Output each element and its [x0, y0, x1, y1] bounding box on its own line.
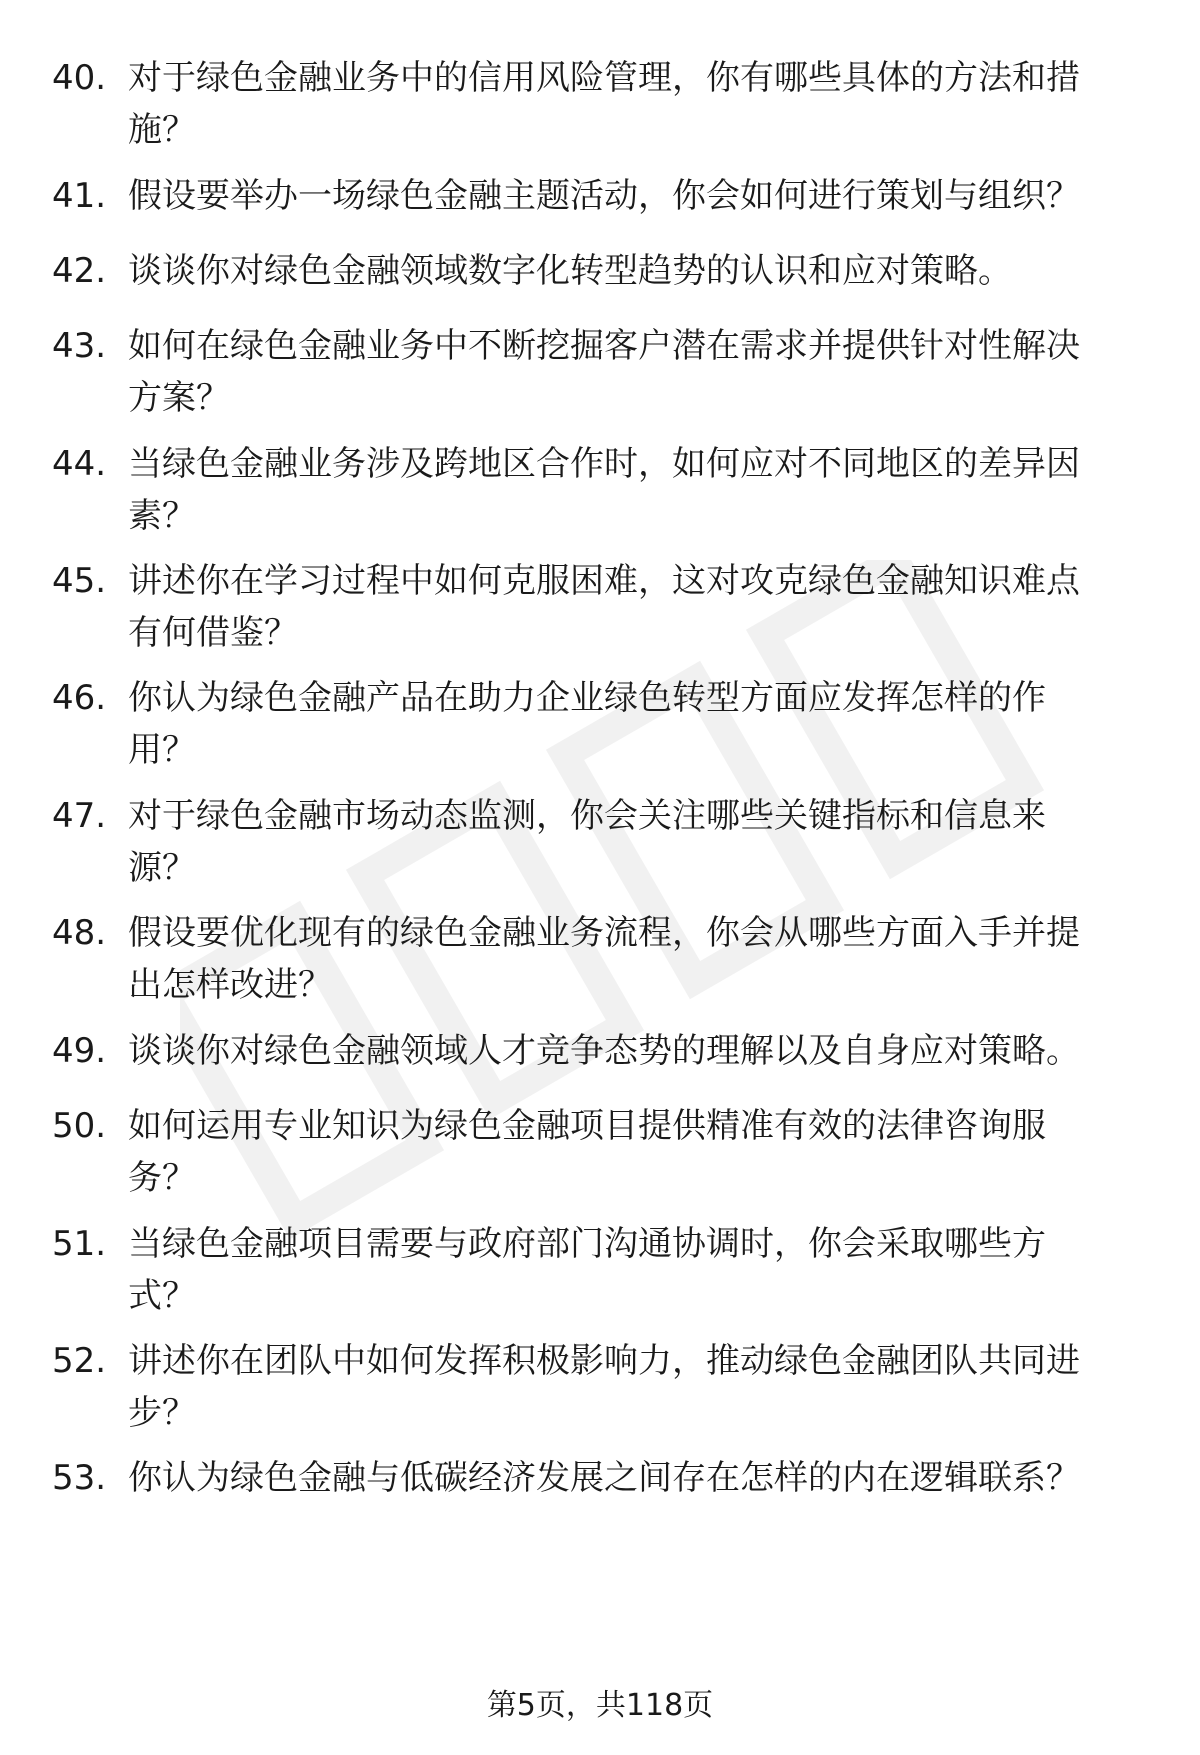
question-number: 43.	[52, 326, 107, 366]
question-text: 你认为绿色金融产品在助力企业绿色转型方面应发挥怎样的作 用？	[128, 678, 1046, 770]
question-text: 如何运用专业知识为绿色金融项目提供精准有效的法律咨询服 务？	[128, 1106, 1046, 1198]
question-text: 讲述你在学习过程中如何克服困难，这对攻克绿色金融知识难点 有何借鉴？	[128, 561, 1080, 653]
question-text: 如何在绿色金融业务中不断挖掘客户潜在需求并提供针对性解决 方案？	[128, 326, 1080, 418]
question-text: 谈谈你对绿色金融领域人才竞争态势的理解以及自身应对策略。	[128, 1031, 1080, 1071]
question-number: 40.	[52, 58, 107, 98]
question-number: 51.	[52, 1224, 107, 1264]
question-number: 47.	[52, 796, 107, 836]
question-number: 41.	[52, 176, 107, 216]
question-text: 谈谈你对绿色金融领域数字化转型趋势的认识和应对策略。	[128, 251, 1012, 291]
question-number: 46.	[52, 678, 107, 718]
page-footer: 第5页，共118页	[486, 1688, 714, 1723]
question-text: 对于绿色金融市场动态监测，你会关注哪些关键指标和信息来 源？	[128, 796, 1046, 888]
question-text: 你认为绿色金融与低碳经济发展之间存在怎样的内在逻辑联系？	[128, 1458, 1080, 1498]
question-number: 42.	[52, 251, 107, 291]
question-text: 假设要优化现有的绿色金融业务流程，你会从哪些方面入手并提 出怎样改进？	[128, 913, 1080, 1005]
question-text: 讲述你在团队中如何发挥积极影响力，推动绿色金融团队共同进 步？	[128, 1341, 1080, 1433]
question-number: 52.	[52, 1341, 107, 1381]
question-number: 48.	[52, 913, 107, 953]
question-number: 49.	[52, 1031, 107, 1071]
question-number: 50.	[52, 1106, 107, 1146]
question-text: 当绿色金融业务涉及跨地区合作时，如何应对不同地区的差异因 素？	[128, 444, 1080, 536]
question-number: 44.	[52, 444, 107, 484]
question-text: 当绿色金融项目需要与政府部门沟通协调时，你会采取哪些方 式？	[128, 1224, 1046, 1316]
question-text: 对于绿色金融业务中的信用风险管理，你有哪些具体的方法和措 施？	[128, 58, 1080, 150]
question-number: 45.	[52, 561, 107, 601]
question-number: 53.	[52, 1458, 107, 1498]
question-text: 假设要举办一场绿色金融主题活动，你会如何进行策划与组织？	[128, 176, 1080, 216]
